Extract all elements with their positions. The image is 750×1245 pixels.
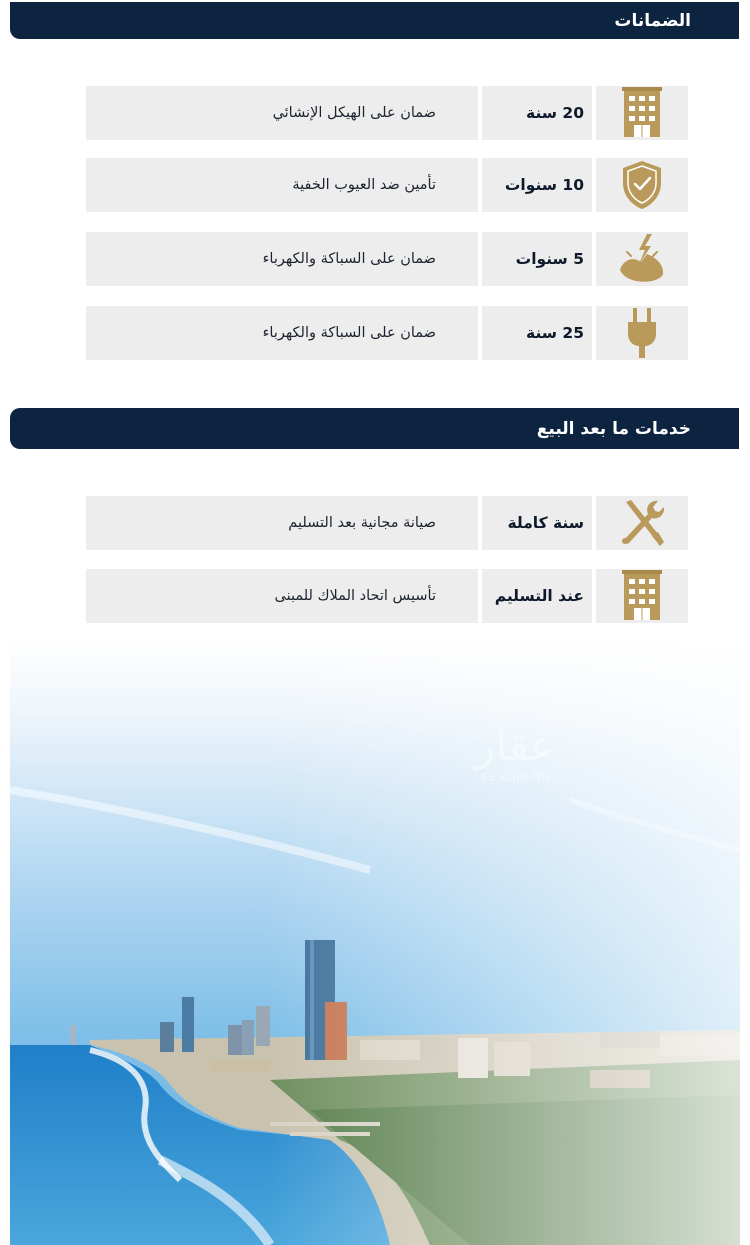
service-row bbox=[86, 496, 688, 550]
building-icon bbox=[596, 569, 688, 623]
warranty-description: ضمان على السباكة والكهرباء bbox=[86, 306, 478, 360]
watermark-logo: عقار bbox=[475, 721, 555, 770]
warranty-description: تأمين ضد العيوب الخفية bbox=[86, 158, 478, 212]
warranty-period: 10 سنوات bbox=[482, 158, 592, 212]
service-description: تأسيس اتحاد الملاك للمبنى bbox=[86, 569, 478, 623]
page bbox=[10, 0, 740, 1245]
after-sales-title: خدمات ما بعد البيع bbox=[536, 418, 691, 439]
service-period: عند التسليم bbox=[482, 569, 592, 623]
warranty-row bbox=[86, 158, 688, 212]
warranty-row bbox=[86, 306, 688, 360]
broken-pipe-lightning-icon bbox=[596, 232, 688, 286]
warranty-description: ضمان على السباكة والكهرباء bbox=[86, 232, 478, 286]
service-description: صيانة مجانية بعد التسليم bbox=[86, 496, 478, 550]
warranty-row bbox=[86, 232, 688, 286]
warranty-row bbox=[86, 86, 688, 140]
warranties-header bbox=[10, 2, 739, 39]
aqar-watermark bbox=[450, 722, 580, 792]
warranty-period: 25 سنة bbox=[482, 306, 592, 360]
service-period: سنة كاملة bbox=[482, 496, 592, 550]
service-row bbox=[86, 569, 688, 623]
after-sales-header bbox=[10, 408, 739, 449]
plug-icon bbox=[596, 306, 688, 360]
warranties-title: الضمانات bbox=[614, 10, 691, 31]
building-icon bbox=[596, 86, 688, 140]
warranty-description: ضمان على الهيكل الإنشائي bbox=[86, 86, 478, 140]
watermark-url: sa.aqar.fm bbox=[480, 770, 550, 785]
city-skyline-image bbox=[10, 640, 740, 1245]
wrench-screwdriver-icon bbox=[596, 496, 688, 550]
shield-check-icon bbox=[596, 158, 688, 212]
warranty-period: 20 سنة bbox=[482, 86, 592, 140]
warranty-period: 5 سنوات bbox=[482, 232, 592, 286]
